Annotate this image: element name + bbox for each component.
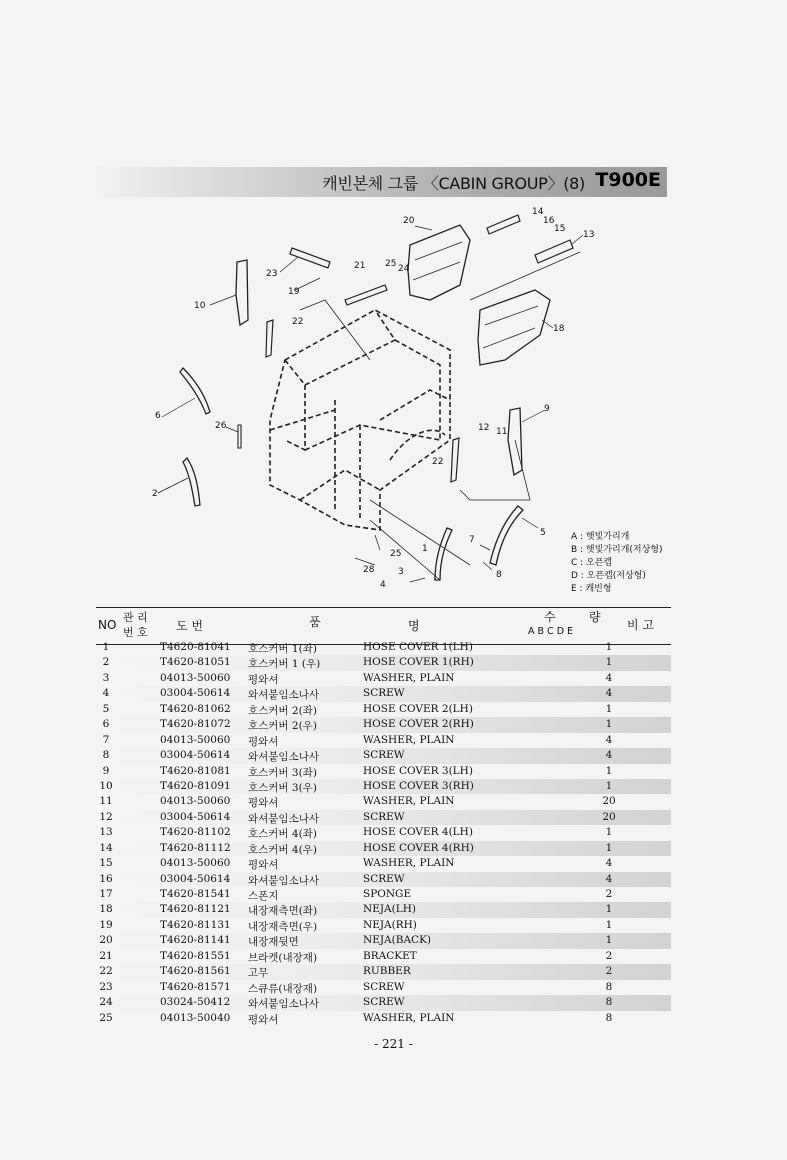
row-no: 6 [102, 718, 110, 731]
english-name: SCREW [363, 749, 405, 762]
english-name: WASHER, PLAIN [363, 1011, 455, 1024]
table-row [96, 841, 671, 856]
quantity-e: 1 [605, 718, 613, 731]
row-no: 25 [99, 1011, 113, 1024]
quantity-e: 4 [605, 749, 613, 762]
table-row [96, 702, 671, 717]
english-name: NEJA(RH) [363, 918, 417, 931]
row-no: 12 [99, 810, 113, 823]
callout-2: 2 [152, 489, 158, 499]
quantity-e: 8 [605, 996, 613, 1009]
callout-9: 9 [544, 404, 550, 414]
callout-14: 14 [532, 207, 544, 217]
row-no: 23 [99, 980, 113, 993]
quantity-e: 4 [605, 872, 613, 885]
english-name: WASHER, PLAIN [363, 795, 455, 808]
callout-26: 25 [390, 549, 402, 559]
header-qty-part2: 량 [589, 610, 601, 624]
part-18-shape [478, 290, 550, 365]
english-name: HOSE COVER 2(LH) [363, 702, 473, 715]
quantity-e: 20 [602, 795, 616, 808]
part-number: T4620-81551 [160, 949, 231, 962]
table-row [96, 717, 671, 732]
header-qty-part1: 수 [544, 610, 556, 624]
korean-name: 내장재측면(우) [248, 920, 318, 933]
quantity-e: 1 [605, 826, 613, 839]
callout-19: 20 [403, 216, 415, 226]
korean-name: 호스커버 2(우) [248, 720, 317, 733]
row-no: 7 [102, 733, 110, 746]
header-mgmt-top: 관 리 [123, 611, 148, 624]
korean-name: 호스커버 1 (우) [248, 658, 321, 671]
quantity-e: 8 [605, 1011, 613, 1024]
quantity-e: 1 [605, 764, 613, 777]
variant-legend [571, 531, 663, 596]
part-number: 04013-50060 [160, 857, 231, 870]
callout-1: 1 [422, 544, 428, 554]
english-name: HOSE COVER 2(RH) [363, 718, 474, 731]
korean-name: 호스커버 1(좌) [248, 643, 317, 655]
model-code: T900E [595, 169, 661, 191]
part-number: T4620-81072 [160, 718, 231, 731]
english-name: SPONGE [363, 888, 412, 900]
row-no: 14 [99, 841, 113, 854]
table-row [96, 733, 671, 748]
legend-b: B : 햇빛가리개(저상형) [571, 545, 663, 555]
section-header-band [97, 167, 667, 197]
english-name: SCREW [363, 810, 405, 823]
callout-24: 24 [398, 264, 410, 274]
row-no: 8 [102, 749, 110, 762]
part-number: 04013-50060 [160, 795, 231, 808]
row-no: 3 [102, 671, 110, 684]
table-row [96, 640, 671, 655]
row-no: 15 [99, 857, 113, 870]
quantity-e: 4 [605, 733, 613, 746]
english-name: HOSE COVER 4(LH) [363, 826, 473, 839]
header-name-part2: 명 [408, 619, 420, 633]
part-number: 04013-50060 [160, 671, 231, 684]
quantity-e: 1 [605, 779, 613, 792]
table-row [96, 856, 671, 871]
callout-20: 19 [288, 287, 300, 297]
part-number: T4620-81041 [160, 641, 231, 653]
part-number: 03004-50614 [160, 810, 231, 823]
quantity-e: 1 [605, 841, 613, 854]
korean-name: 와셔붙임소나사 [248, 874, 320, 887]
row-no: 22 [99, 965, 113, 978]
part-number: T4620-81112 [160, 841, 231, 854]
callout-10: 10 [194, 301, 206, 311]
english-name: HOSE COVER 3(LH) [363, 764, 473, 777]
part-number: 04013-50040 [160, 1011, 231, 1024]
table-row [96, 872, 671, 887]
callout-28: 28 [363, 565, 375, 575]
quantity-e: 1 [605, 702, 613, 715]
row-no: 1 [102, 641, 110, 653]
table-row [96, 779, 671, 794]
row-no: 5 [102, 702, 110, 715]
korean-name: 고무 [248, 967, 269, 980]
row-no: 24 [99, 996, 113, 1009]
table-row [96, 887, 671, 902]
table-row [96, 686, 671, 701]
english-name: HOSE COVER 3(RH) [363, 779, 474, 792]
callout-6: 6 [155, 411, 161, 421]
english-name: WASHER, PLAIN [363, 733, 455, 746]
row-no: 18 [99, 903, 113, 916]
quantity-e: 4 [605, 687, 613, 700]
part-number: T4620-81062 [160, 702, 231, 715]
row-no: 17 [99, 888, 113, 900]
table-row [96, 810, 671, 825]
table-row [96, 671, 671, 686]
korean-name: 와셔붙임소나사 [248, 812, 320, 825]
english-name: SCREW [363, 996, 405, 1009]
part-number: 03024-50412 [160, 996, 231, 1009]
row-no: 13 [99, 826, 113, 839]
english-name: BRACKET [363, 949, 417, 962]
part-number: 04013-50060 [160, 733, 231, 746]
english-name: SCREW [363, 687, 405, 700]
part-number: 03004-50614 [160, 749, 231, 762]
part-number: T4620-81051 [160, 656, 231, 669]
callout-27: 26 [215, 421, 227, 431]
korean-name: 와셔붙임소나사 [248, 998, 320, 1011]
table-row [96, 964, 671, 979]
cabin-frame [270, 310, 450, 530]
callout-16: 16 [543, 216, 555, 226]
legend-d: D : 오픈캡(저상형) [571, 571, 646, 581]
table-row [96, 902, 671, 917]
row-no: 21 [99, 949, 113, 962]
header-mgmt-bottom: 번 호 [123, 626, 148, 639]
english-name: SCREW [363, 872, 405, 885]
callout-13: 13 [583, 230, 595, 240]
korean-name: 평와셔 [248, 1013, 279, 1026]
english-name: HOSE COVER 1(RH) [363, 656, 474, 669]
section-title: 캐빈본체 그룹 〈CABIN GROUP〉(8) [322, 174, 585, 193]
quantity-e: 1 [605, 918, 613, 931]
english-name: HOSE COVER 1(LH) [363, 641, 473, 653]
quantity-e: 1 [605, 903, 613, 916]
part-number: 03004-50614 [160, 872, 231, 885]
korean-name: 호스커버 3(우) [248, 781, 317, 794]
table-row [96, 980, 671, 995]
callout-18: 18 [553, 324, 565, 334]
callout-5: 5 [540, 528, 546, 538]
quantity-e: 1 [605, 656, 613, 669]
callout-4: 4 [380, 580, 386, 590]
parts-table-body [96, 640, 671, 1026]
legend-c: C : 오픈캡 [571, 558, 613, 568]
table-row [96, 655, 671, 670]
part-number: T4620-81081 [160, 764, 231, 777]
part-number: T4620-81141 [160, 934, 231, 947]
row-no: 2 [102, 656, 110, 669]
callout-12: 12 [478, 423, 490, 433]
korean-name: 내장재뒷면 [248, 936, 299, 949]
callout-22-lower: 22 [432, 457, 444, 467]
quantity-e: 2 [605, 888, 613, 900]
row-no: 19 [99, 918, 113, 931]
quantity-e: 8 [605, 980, 613, 993]
table-row [96, 1011, 671, 1026]
part-number: T4620-81091 [160, 779, 231, 792]
row-no: 9 [102, 764, 110, 777]
english-name: WASHER, PLAIN [363, 671, 455, 684]
english-name: WASHER, PLAIN [363, 857, 455, 870]
korean-name: 스폰지 [248, 890, 279, 902]
quantity-e: 4 [605, 671, 613, 684]
korean-name: 호스커버 2(좌) [248, 704, 317, 717]
korean-name: 호스커버 4(우) [248, 843, 317, 856]
korean-name: 평와셔 [248, 673, 279, 686]
row-no: 4 [102, 687, 110, 700]
korean-name: 와셔붙임소나사 [248, 751, 320, 764]
quantity-e: 2 [605, 965, 613, 978]
table-row [96, 748, 671, 763]
part-number: 03004-50614 [160, 687, 231, 700]
header-variant-cols: A B C D E [528, 626, 574, 637]
callout-7: 7 [469, 535, 475, 545]
table-row [96, 918, 671, 933]
korean-name: 내장재측면(좌) [248, 905, 318, 918]
callout-3: 3 [398, 567, 404, 577]
korean-name: 호스커버 3(좌) [248, 766, 317, 779]
korean-name: 와셔붙임소나사 [248, 689, 320, 702]
callout-11: 11 [496, 427, 508, 437]
header-name-part1: 품 [309, 615, 321, 629]
english-name: RUBBER [363, 965, 411, 978]
quantity-e: 4 [605, 857, 613, 870]
callout-25: 25 [385, 259, 397, 269]
page-number: - 221 - [374, 1037, 413, 1051]
part-19-shape [408, 225, 470, 300]
row-no: 16 [99, 872, 113, 885]
korean-name: 호스커버 4(좌) [248, 828, 317, 841]
quantity-e: 20 [602, 810, 616, 823]
english-name: HOSE COVER 4(RH) [363, 841, 474, 854]
english-name: NEJA(LH) [363, 903, 416, 916]
part-number: T4620-81561 [160, 965, 231, 978]
callout-8: 8 [496, 570, 502, 580]
part-number: T4620-81131 [160, 918, 231, 931]
header-remark: 비 고 [627, 618, 654, 632]
korean-name: 스큐류(내장재) [248, 982, 318, 995]
table-row [96, 825, 671, 840]
table-row [96, 933, 671, 948]
header-no: NO [98, 618, 117, 632]
callout-15: 15 [554, 224, 566, 234]
part-number: T4620-81102 [160, 826, 231, 839]
table-row [96, 995, 671, 1010]
quantity-e: 2 [605, 949, 613, 962]
english-name: NEJA(BACK) [363, 934, 432, 947]
row-no: 11 [99, 795, 113, 808]
legend-e: E : 캐빈형 [571, 584, 612, 594]
table-row [96, 949, 671, 964]
row-no: 10 [99, 779, 113, 792]
callout-22-upper: 22 [292, 317, 304, 327]
part-number: T4620-81541 [160, 888, 231, 900]
callout-21: 21 [354, 261, 366, 271]
english-name: SCREW [363, 980, 405, 993]
part-number: T4620-81571 [160, 980, 231, 993]
korean-name: 평와셔 [248, 859, 279, 872]
header-drawing-no: 도 번 [176, 619, 203, 633]
quantity-e: 1 [605, 641, 613, 653]
part-number: T4620-81121 [160, 903, 231, 916]
callout-23: 23 [266, 269, 278, 279]
table-row [96, 764, 671, 779]
quantity-e: 1 [605, 934, 613, 947]
korean-name: 브라켓(내장재) [248, 951, 318, 964]
table-row [96, 794, 671, 809]
korean-name: 평와셔 [248, 797, 279, 810]
korean-name: 평와셔 [248, 735, 279, 748]
legend-a: A : 햇빛가리개 [571, 532, 630, 542]
row-no: 20 [99, 934, 113, 947]
